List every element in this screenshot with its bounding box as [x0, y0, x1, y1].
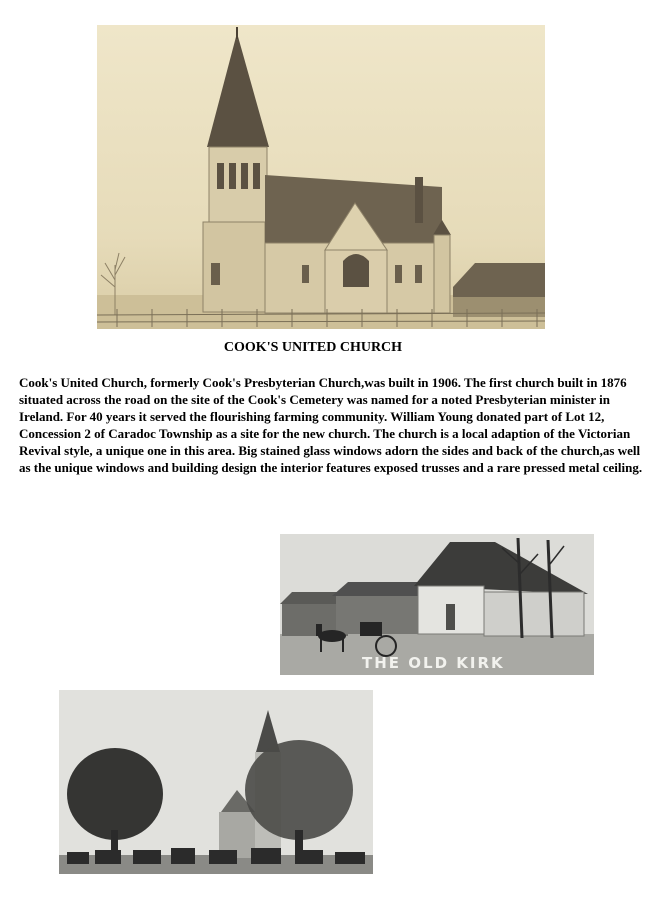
kirk-door — [446, 604, 455, 630]
kirk-label: THE OLD KIRK — [362, 654, 505, 672]
church-street-illustration — [59, 690, 373, 874]
church-photo-main — [97, 25, 545, 329]
old-kirk-photo — [280, 534, 594, 675]
street-tree-left — [67, 748, 163, 840]
old-kirk-illustration — [280, 534, 594, 675]
street-cars — [67, 848, 365, 864]
photo-church-nave — [265, 175, 451, 313]
street-tree-right — [245, 740, 353, 840]
kirk-side-wall — [484, 592, 584, 636]
church-photo-illustration — [97, 25, 545, 329]
photo-caption-title: COOK'S UNITED CHURCH — [223, 340, 403, 355]
church-street-photo — [59, 690, 373, 874]
church-description: Cook's United Church, formerly Cook's Presbyterian Church,was built in 1906. The first church built in 1876 situated across the road on the site of the Cook's Cemetery was named for a noted Presbyterian minister in Ireland. For 40 years it served the flourishing farming community. William Young donated part of Lot 12, Concession 2 of Caradoc Township as a site for the new church. The church is a local adaption of the Victorian Revival style, a unique one in this area. Big stained glass windows adorn the sides and back of the church,as well as the unique windows and building design the interior features exposed trusses and a rare pressed metal ceiling. — [19, 375, 643, 475]
